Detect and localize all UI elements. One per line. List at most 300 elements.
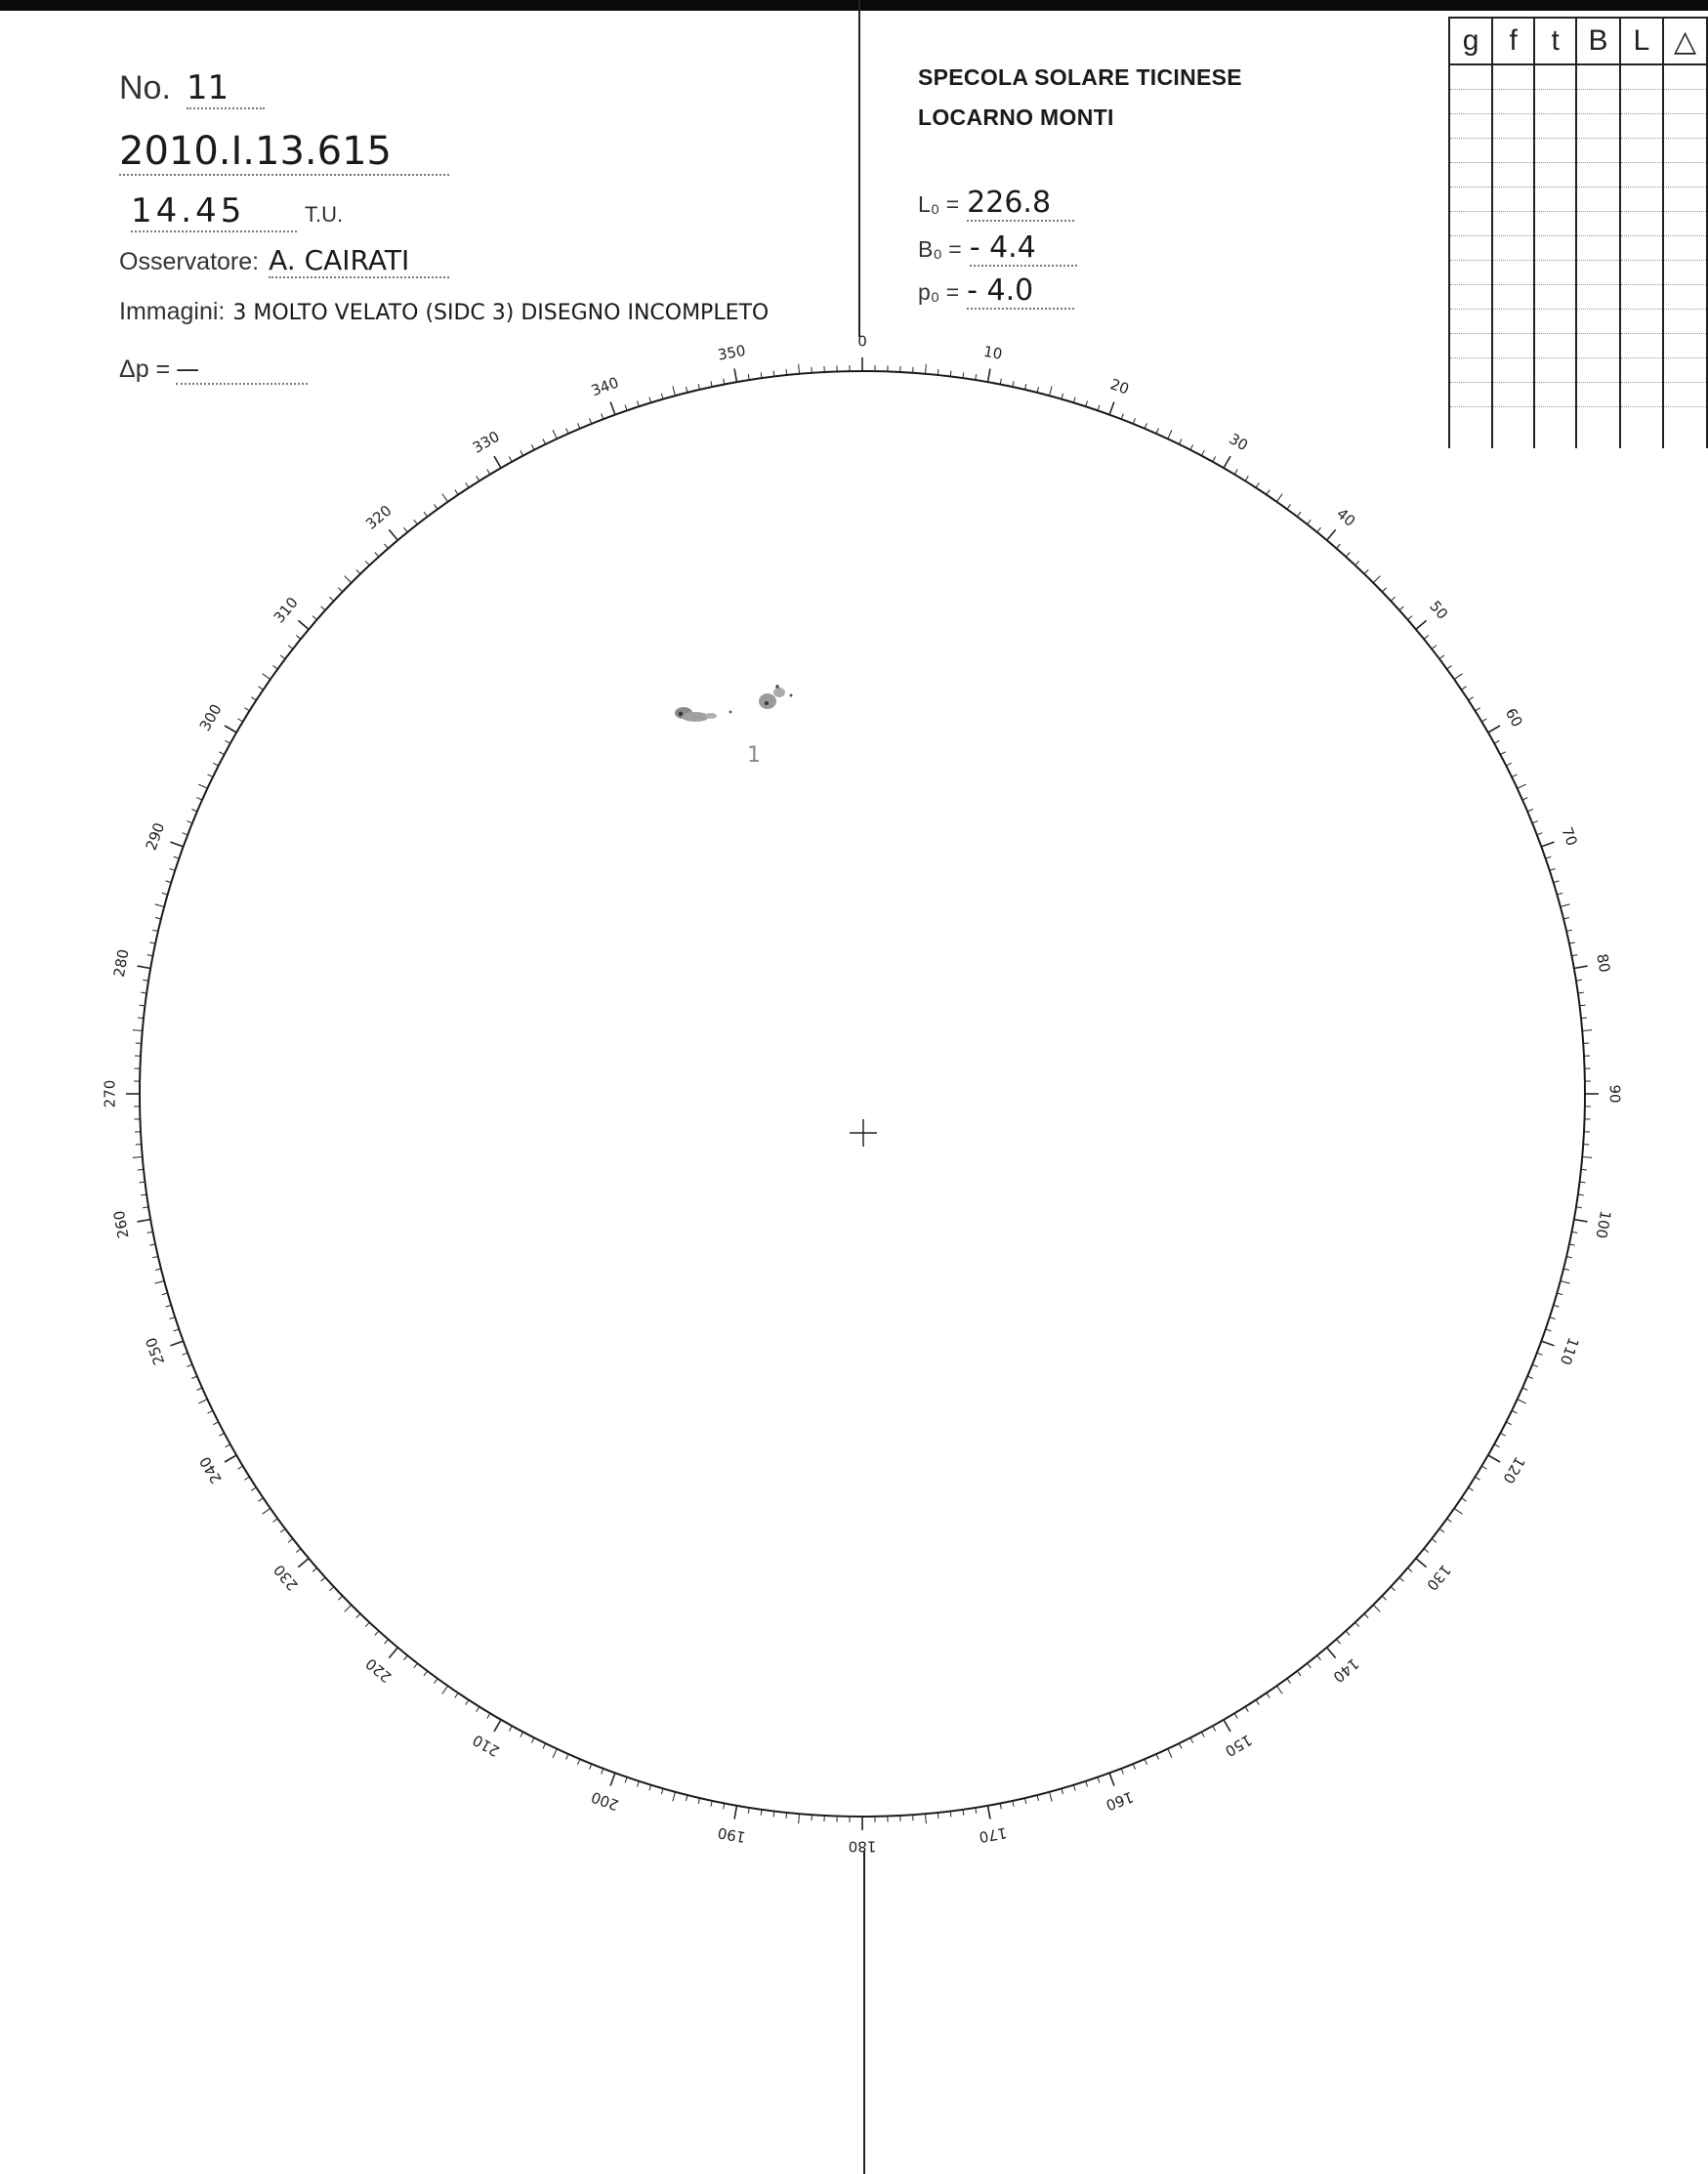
limb-tick <box>1062 1788 1063 1794</box>
limb-tick <box>1098 1777 1100 1783</box>
limb-tick <box>244 708 249 711</box>
institution-name: SPECOLA SOLARE TICINESE <box>918 64 1242 90</box>
limb-tick <box>543 1743 546 1748</box>
time-unit-label: T.U. <box>305 202 344 227</box>
limb-tick <box>509 1726 512 1731</box>
limb-angle-label: 330 <box>469 427 503 457</box>
limb-tick <box>987 368 989 382</box>
limb-tick <box>219 752 224 755</box>
limb-tick <box>143 980 148 981</box>
limb-tick <box>566 428 568 433</box>
limb-tick <box>1073 1785 1075 1791</box>
limb-tick <box>1133 1764 1135 1770</box>
limb-tick <box>786 1813 787 1819</box>
limb-tick <box>698 384 699 390</box>
limb-tick <box>272 666 277 670</box>
limb-tick <box>1287 1679 1291 1684</box>
l0-value: 226.8 <box>967 186 1074 222</box>
limb-tick <box>1382 1596 1386 1600</box>
sunspot-pore <box>775 685 779 689</box>
limb-angle-label: 350 <box>716 341 747 364</box>
limb-tick <box>487 1713 490 1718</box>
limb-tick <box>1287 504 1291 509</box>
limb-tick <box>521 1732 523 1736</box>
limb-tick <box>238 1466 243 1469</box>
limb-tick <box>1000 1803 1001 1809</box>
limb-tick <box>590 1764 592 1770</box>
limb-angle-label: 320 <box>361 501 396 533</box>
limb-tick <box>673 387 676 397</box>
limb-tick <box>424 512 428 517</box>
limb-tick <box>385 544 389 549</box>
limb-tick <box>442 1686 448 1693</box>
limb-tick <box>1576 1207 1582 1208</box>
limb-tick <box>1454 1508 1462 1514</box>
limb-tick <box>1563 1269 1569 1270</box>
limb-tick <box>1399 606 1403 610</box>
limb-tick <box>170 1341 183 1346</box>
limb-angle-label: 160 <box>1103 1787 1137 1815</box>
limb-tick <box>272 1519 277 1523</box>
limb-tick <box>1469 697 1474 700</box>
limb-tick <box>1561 1281 1570 1284</box>
limb-angle-label: 190 <box>716 1823 747 1847</box>
limb-tick <box>494 456 501 468</box>
limb-tick <box>1086 1781 1088 1787</box>
limb-tick <box>1086 401 1088 407</box>
limb-tick <box>251 697 256 700</box>
delta-p-value: — <box>176 355 308 385</box>
limb-tick <box>1537 833 1543 835</box>
limb-tick <box>1213 457 1216 462</box>
limb-tick <box>711 381 712 387</box>
limb-tick <box>435 1679 438 1684</box>
limb-tick <box>1424 1549 1429 1553</box>
limb-tick <box>1518 784 1526 788</box>
limb-tick <box>1201 450 1204 455</box>
limb-tick <box>1506 763 1511 766</box>
limb-angle-label: 340 <box>588 373 622 400</box>
limb-tick <box>1201 1732 1204 1736</box>
observer-label: Osservatore: <box>119 248 260 275</box>
limb-tick <box>698 1798 699 1804</box>
limb-tick <box>987 1806 989 1819</box>
sunspot-penumbra <box>682 712 709 722</box>
limb-tick <box>1024 1798 1025 1804</box>
limb-angle-label: 220 <box>361 1654 396 1687</box>
limb-tick <box>1518 1400 1526 1403</box>
limb-tick <box>1037 387 1038 393</box>
limb-angle-label: 300 <box>195 700 226 734</box>
limb-angle-label: 140 <box>1329 1654 1363 1687</box>
limb-tick <box>329 1587 333 1591</box>
limb-tick <box>724 1803 725 1809</box>
limb-tick <box>976 374 977 380</box>
limb-angle-label: 90 <box>1605 1084 1624 1104</box>
limb-tick <box>138 1169 144 1170</box>
limb-tick <box>155 918 161 919</box>
limb-tick <box>1355 561 1359 564</box>
limb-tick <box>1024 384 1025 390</box>
limb-tick <box>1179 439 1182 443</box>
limb-tick <box>734 1806 736 1819</box>
limb-tick <box>1317 527 1321 532</box>
limb-tick <box>226 1444 230 1447</box>
limb-tick <box>1327 1648 1336 1658</box>
limb-tick <box>1297 1671 1301 1676</box>
limb-tick <box>1550 1317 1556 1319</box>
limb-tick <box>543 439 546 443</box>
limb-tick <box>786 369 787 375</box>
limb-tick <box>637 1781 639 1787</box>
limb-tick <box>321 606 325 610</box>
limb-angle-label: 200 <box>588 1787 622 1815</box>
l0-label: L₀ = <box>918 191 960 217</box>
limb-tick <box>1224 456 1230 468</box>
limb-tick <box>1407 1568 1412 1571</box>
limb-tick <box>356 1613 360 1617</box>
limb-tick <box>799 1814 800 1823</box>
limb-tick <box>149 1244 155 1245</box>
limb-tick <box>1156 1754 1158 1759</box>
limb-angle-label: 120 <box>1499 1453 1529 1487</box>
limb-tick <box>1582 1156 1592 1157</box>
limb-tick <box>1179 1743 1182 1748</box>
limb-tick <box>137 1219 150 1221</box>
sunspot-umbra <box>679 712 683 716</box>
limb-angle-label: 40 <box>1333 504 1359 530</box>
limb-tick <box>207 774 212 777</box>
col-header-f: f <box>1492 18 1534 64</box>
sunspot-penumbra <box>759 693 776 709</box>
limb-tick <box>925 364 926 374</box>
limb-tick <box>298 1559 309 1568</box>
limb-tick <box>1308 1663 1312 1668</box>
limb-tick <box>345 576 352 583</box>
time-value: 14.45 <box>131 191 297 232</box>
institution-location: LOCARNO MONTI <box>918 105 1114 130</box>
limb-tick <box>166 881 172 883</box>
limb-tick <box>610 1773 615 1785</box>
b0-value: - 4.4 <box>970 230 1077 267</box>
limb-tick <box>174 1329 180 1331</box>
limb-tick <box>288 1539 293 1543</box>
limb-tick <box>487 470 490 475</box>
limb-tick <box>1527 1376 1533 1378</box>
limb-tick <box>312 1568 317 1571</box>
limb-tick <box>238 719 243 722</box>
limb-tick <box>1373 576 1380 583</box>
limb-angle-label: 80 <box>1593 952 1614 975</box>
limb-angle-label: 240 <box>195 1453 226 1487</box>
limb-tick <box>602 414 604 420</box>
drawing-number-value: 11 <box>187 68 265 109</box>
b0-label: B₀ = <box>918 236 962 262</box>
limb-tick <box>1050 387 1053 397</box>
limb-tick-marks <box>126 357 1599 1830</box>
limb-angle-label: 280 <box>109 947 133 979</box>
limb-tick <box>1297 512 1301 517</box>
limb-tick <box>365 1622 369 1626</box>
limb-tick <box>1546 1329 1552 1331</box>
limb-angle-label: 70 <box>1558 824 1581 849</box>
limb-tick <box>137 966 150 968</box>
limb-tick <box>1532 1364 1538 1366</box>
limb-tick <box>1546 857 1552 858</box>
limb-tick <box>1224 1720 1230 1732</box>
limb-tick <box>1532 821 1538 823</box>
limb-tick <box>198 1400 207 1403</box>
limb-tick <box>1245 1707 1248 1712</box>
limb-angle-label: 60 <box>1501 704 1526 731</box>
limb-tick <box>455 490 458 495</box>
limb-tick <box>1506 1422 1511 1425</box>
limb-tick <box>937 1813 938 1819</box>
limb-tick <box>1336 544 1340 549</box>
limb-tick <box>1571 955 1577 956</box>
limb-tick <box>610 401 615 414</box>
limb-tick <box>466 482 469 487</box>
limb-angle-labels <box>102 333 1624 1856</box>
limb-tick <box>1522 798 1527 800</box>
limb-tick <box>259 1498 264 1501</box>
limb-tick <box>1476 1477 1480 1480</box>
col-header-l: L <box>1620 18 1663 64</box>
group-number-label: 1 <box>747 743 761 768</box>
limb-tick <box>259 687 264 690</box>
sunspot-penumbra <box>705 713 717 719</box>
limb-tick <box>155 1269 161 1270</box>
limb-tick <box>1098 405 1100 411</box>
limb-tick <box>976 1808 977 1814</box>
limb-angle-label: 20 <box>1107 375 1132 398</box>
limb-angle-label: 0 <box>857 332 867 351</box>
limb-tick <box>553 1749 557 1758</box>
limb-tick <box>1355 1622 1359 1626</box>
limb-tick <box>1336 1639 1340 1644</box>
limb-angle-label: 230 <box>270 1561 302 1595</box>
limb-angle-label: 210 <box>469 1731 503 1761</box>
limb-tick <box>1382 588 1386 592</box>
limb-angle-label: 150 <box>1222 1731 1256 1761</box>
limb-angle-label: 110 <box>1556 1334 1583 1368</box>
limb-tick <box>296 636 301 640</box>
limb-tick <box>219 1433 224 1436</box>
limb-tick <box>1234 470 1237 475</box>
limb-tick <box>1346 553 1350 557</box>
limb-tick <box>637 401 639 407</box>
p0-value: - 4.0 <box>967 273 1074 310</box>
limb-tick <box>1276 1686 1282 1693</box>
limb-tick <box>138 1018 144 1019</box>
limb-tick <box>1416 620 1427 629</box>
limb-tick <box>170 842 183 847</box>
limb-tick <box>280 655 285 659</box>
limb-tick <box>312 616 317 620</box>
limb-tick <box>1500 1433 1505 1436</box>
limb-tick <box>578 423 580 429</box>
limb-tick <box>1013 381 1014 387</box>
limb-tick <box>389 529 397 540</box>
limb-tick <box>1256 1700 1259 1705</box>
limb-tick <box>625 405 627 411</box>
limb-angle-label: 180 <box>848 1837 877 1856</box>
limb-tick <box>1156 428 1158 433</box>
limb-tick <box>1168 1749 1172 1758</box>
limb-tick <box>152 930 158 931</box>
limb-tick <box>187 1364 192 1366</box>
limb-tick <box>166 1305 172 1307</box>
col-header-b: B <box>1576 18 1620 64</box>
limb-tick <box>1571 1232 1577 1233</box>
limb-tick <box>748 1808 749 1814</box>
limb-tick <box>1554 1305 1560 1307</box>
p0-label: p₀ = <box>918 279 960 305</box>
limb-tick <box>143 1207 148 1208</box>
limb-angle-label: 10 <box>981 342 1004 363</box>
limb-tick <box>1364 1613 1368 1617</box>
limb-tick <box>1557 893 1562 895</box>
limb-tick <box>1346 1631 1350 1635</box>
limb-tick <box>213 1422 218 1425</box>
limb-tick <box>1550 868 1556 870</box>
limb-tick <box>1050 1792 1053 1802</box>
limb-tick <box>356 569 360 573</box>
limb-tick <box>298 620 309 629</box>
limb-tick <box>147 955 153 956</box>
limb-tick <box>225 726 236 732</box>
limb-tick <box>1145 423 1146 429</box>
limb-tick <box>799 364 800 374</box>
limb-tick <box>1190 444 1193 449</box>
limb-tick <box>404 527 408 532</box>
solar-disk-outline <box>140 371 1585 1817</box>
limb-tick <box>1121 1769 1123 1775</box>
limb-tick <box>1213 1726 1216 1731</box>
limb-tick <box>1512 1410 1517 1413</box>
limb-tick <box>385 1639 389 1644</box>
limb-tick <box>1512 774 1517 777</box>
limb-tick <box>375 1631 379 1635</box>
limb-tick <box>414 1663 418 1668</box>
limb-tick <box>925 1814 926 1823</box>
limb-tick <box>1062 394 1063 399</box>
limb-tick <box>424 1671 428 1676</box>
limb-tick <box>1469 1487 1474 1490</box>
limb-tick <box>152 1256 158 1257</box>
limb-tick <box>1537 1353 1543 1355</box>
limb-tick <box>345 1605 352 1611</box>
limb-tick <box>724 379 725 385</box>
limb-tick <box>1481 719 1486 722</box>
limb-tick <box>748 374 749 380</box>
limb-tick <box>147 1232 153 1233</box>
col-header-delta: △ <box>1663 18 1707 64</box>
col-header-g: g <box>1449 18 1492 64</box>
limb-tick <box>155 1281 165 1284</box>
limb-tick <box>170 1317 176 1319</box>
delta-p-label: Δp = <box>119 355 171 383</box>
limb-angle-label: 30 <box>1226 430 1252 455</box>
limb-tick <box>477 1707 479 1712</box>
limb-tick <box>1566 930 1572 931</box>
limb-angle-label: 250 <box>142 1334 169 1368</box>
limb-tick <box>1500 752 1505 755</box>
limb-tick <box>1541 1341 1554 1346</box>
limb-tick <box>1432 1539 1437 1543</box>
limb-tick <box>937 369 938 375</box>
limb-tick <box>225 1455 236 1462</box>
limb-tick <box>414 520 418 524</box>
sunspot-pore <box>790 694 793 697</box>
limb-tick <box>133 1156 143 1157</box>
limb-tick <box>1424 636 1429 640</box>
limb-tick <box>1461 687 1466 690</box>
limb-tick <box>207 1410 212 1413</box>
limb-tick <box>1561 904 1570 907</box>
limb-tick <box>1168 430 1172 439</box>
limb-tick <box>263 1508 271 1514</box>
limb-tick <box>1276 494 1282 502</box>
limb-tick <box>1527 810 1533 812</box>
limb-tick <box>661 394 663 399</box>
limb-tick <box>296 1549 301 1553</box>
limb-tick <box>477 476 479 481</box>
limb-tick <box>1256 482 1259 487</box>
limb-tick <box>404 1655 408 1660</box>
limb-tick <box>553 430 557 439</box>
limb-tick <box>1439 655 1444 659</box>
limb-tick <box>1121 414 1123 420</box>
limb-tick <box>155 904 165 907</box>
limb-angle-label: 170 <box>978 1823 1009 1847</box>
limb-angle-label: 270 <box>101 1079 119 1108</box>
limb-tick <box>226 740 230 743</box>
limb-tick <box>321 1577 325 1581</box>
images-label: Immagini: <box>119 298 226 325</box>
limb-tick <box>1317 1655 1321 1660</box>
limb-tick <box>1308 520 1312 524</box>
limb-tick <box>531 1737 534 1742</box>
limb-tick <box>1522 1388 1527 1390</box>
limb-tick <box>1494 740 1499 743</box>
limb-tick <box>162 1293 168 1295</box>
limb-tick <box>288 646 293 649</box>
limb-tick <box>251 1487 256 1490</box>
limb-tick <box>191 810 197 812</box>
limb-tick <box>566 1754 568 1759</box>
limb-tick <box>174 857 180 858</box>
limb-tick <box>1447 666 1452 670</box>
limb-tick <box>1582 1030 1592 1031</box>
limb-tick <box>1234 1713 1237 1718</box>
limb-tick <box>673 1792 676 1802</box>
limb-tick <box>1109 401 1114 414</box>
limb-tick <box>711 1801 712 1807</box>
limb-tick <box>1557 1293 1562 1295</box>
limb-tick <box>375 553 379 557</box>
limb-tick <box>1481 1466 1486 1469</box>
limb-tick <box>133 1030 143 1031</box>
limb-tick <box>1476 708 1480 711</box>
limb-tick <box>1569 942 1575 943</box>
date-value: 2010.I.13.615 <box>119 129 449 176</box>
limb-tick <box>1574 1219 1588 1221</box>
limb-tick <box>329 597 333 601</box>
limb-tick <box>1454 674 1462 680</box>
limb-tick <box>1576 980 1582 981</box>
limb-tick <box>1267 490 1270 495</box>
